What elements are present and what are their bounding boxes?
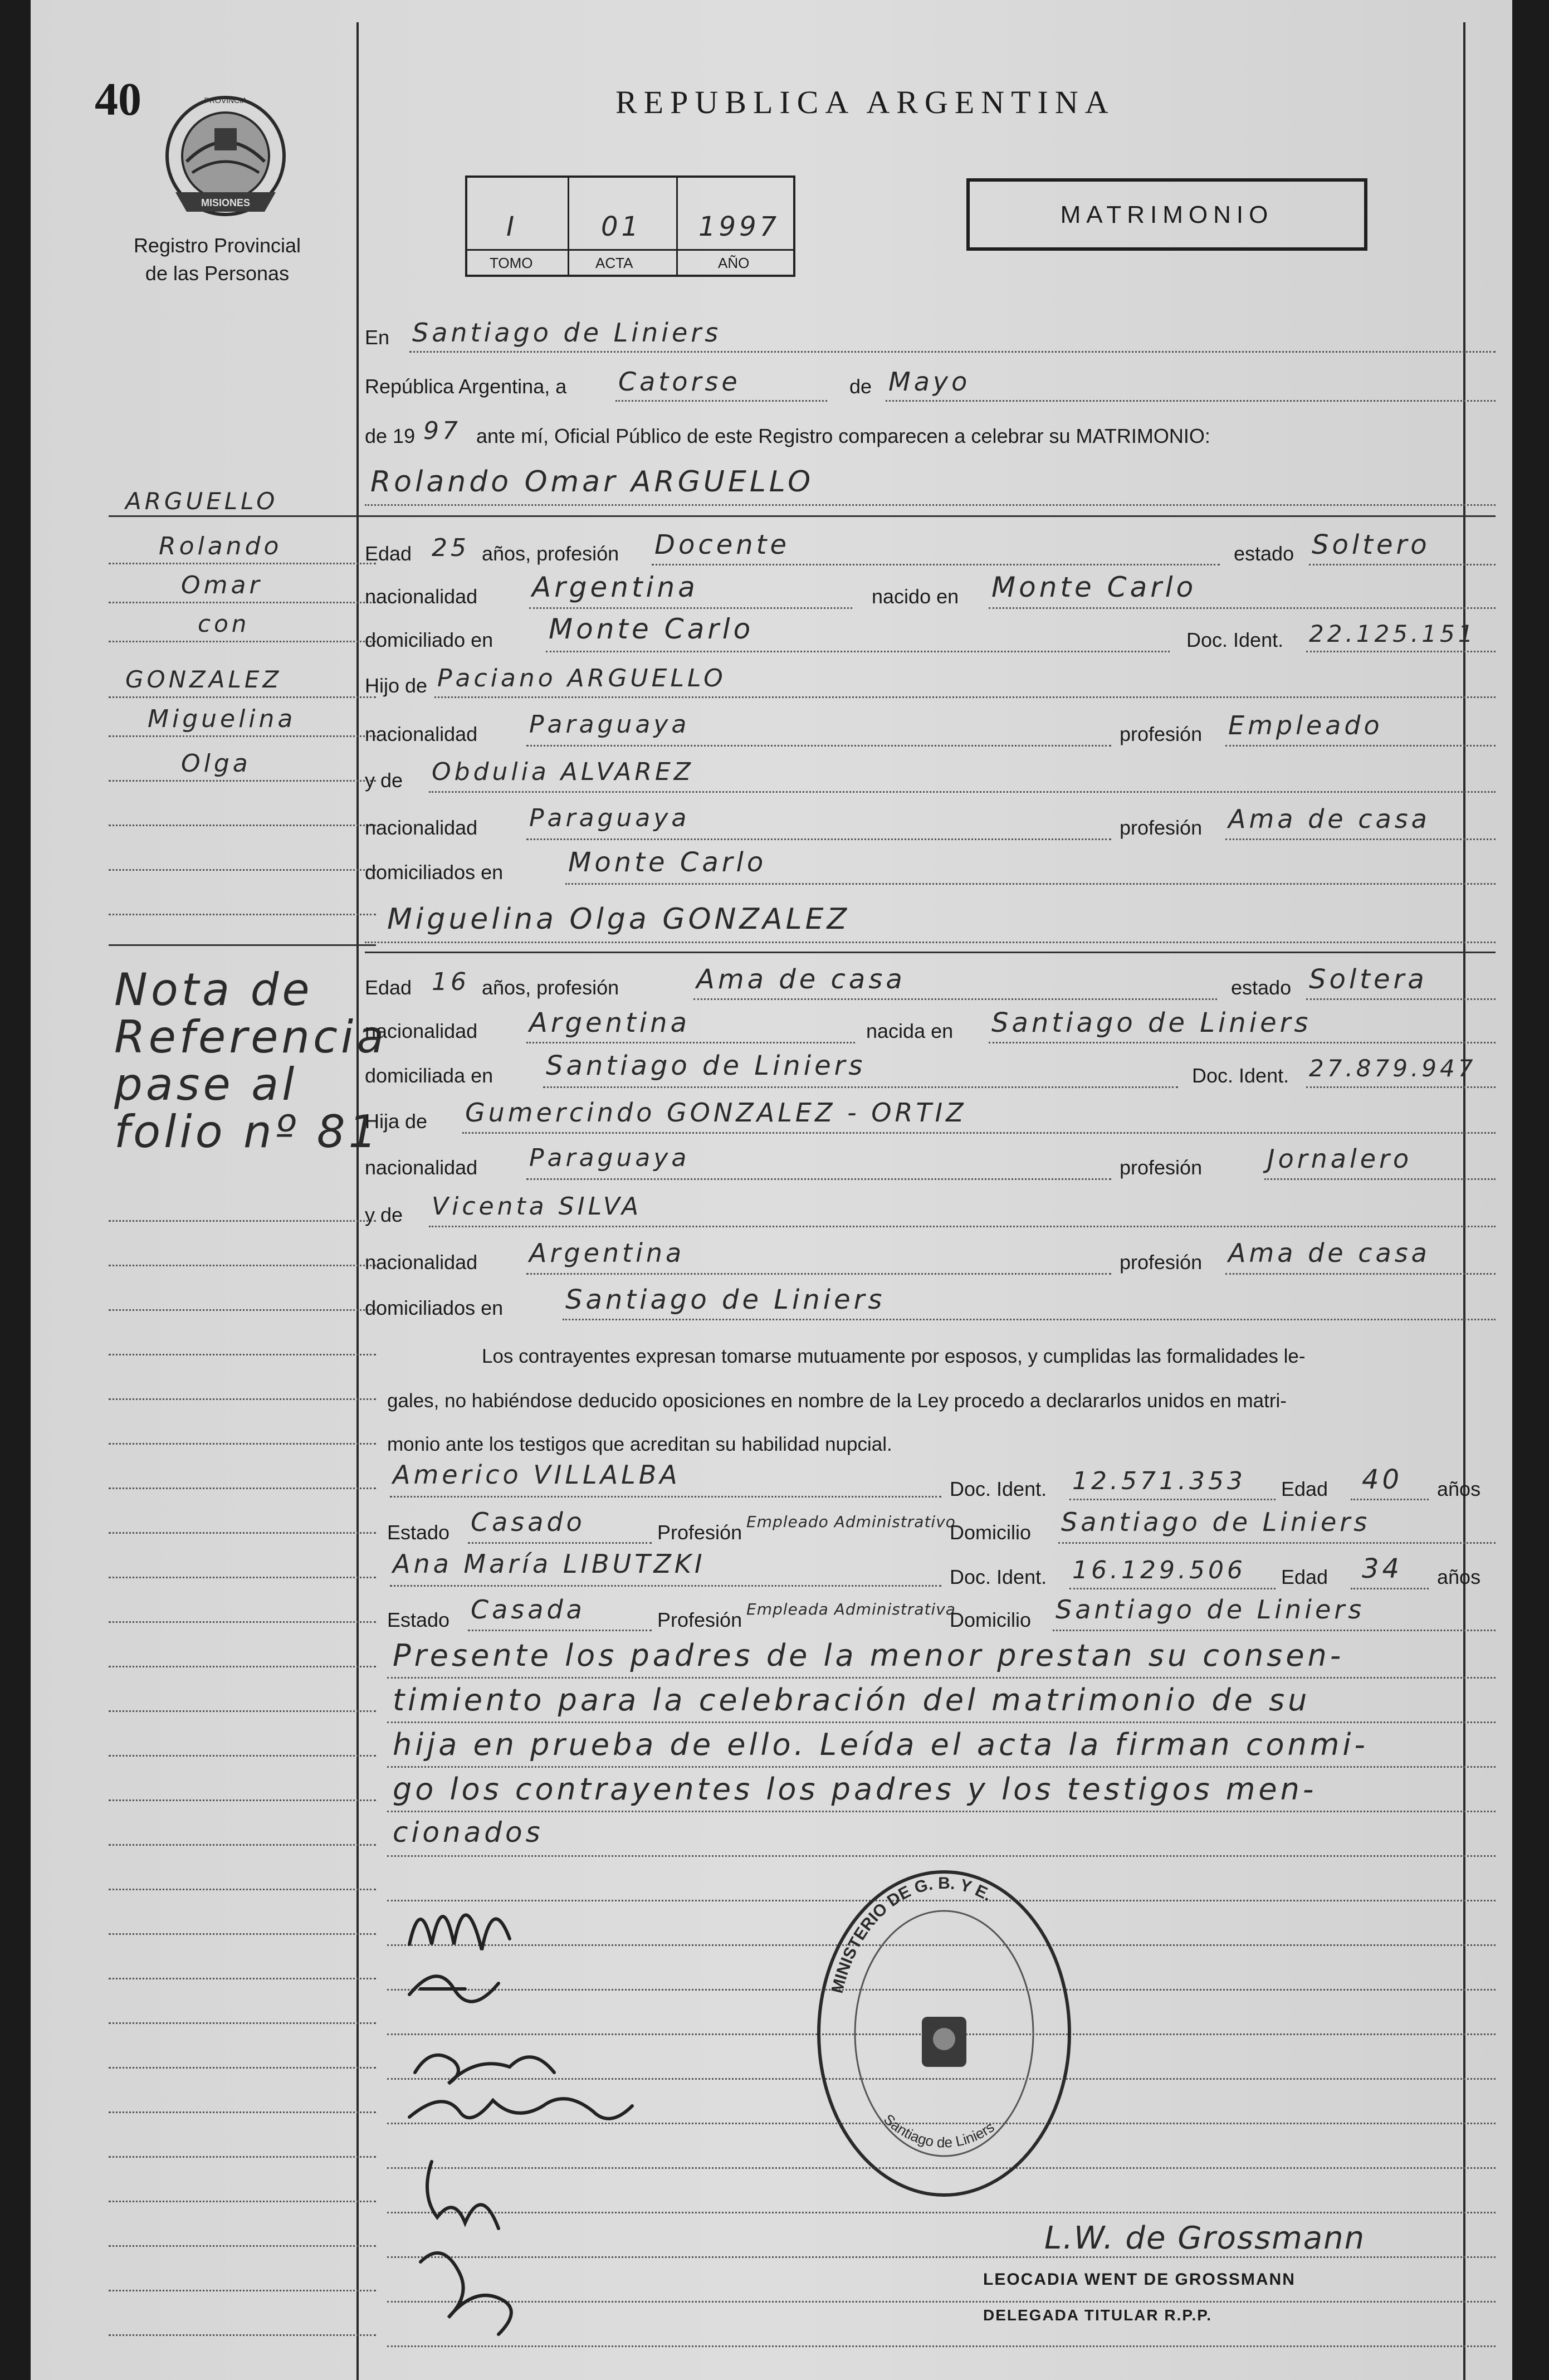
intro-place: Santiago de Liniers bbox=[412, 318, 722, 348]
official-seal-bottom-text: Santiago de Liniers bbox=[880, 2110, 998, 2151]
official-stamp-line1: LEOCADIA WENT DE GROSSMANN bbox=[983, 2270, 1296, 2289]
intro-republic-label: República Argentina, a bbox=[365, 375, 567, 398]
witness2-name: Ana María LIBUTZKI bbox=[393, 1549, 706, 1579]
margin-surname-bride: GONZALEZ bbox=[125, 666, 282, 693]
official-seal-stamp bbox=[805, 1861, 1083, 2206]
groom-mother-prof-label: profesión bbox=[1120, 816, 1203, 839]
witness1-domicile: Santiago de Liniers bbox=[1061, 1507, 1371, 1537]
official-seal-top-text: MINISTERIO DE G. B. Y E. bbox=[828, 1874, 995, 1996]
bride-estado-label: estado bbox=[1231, 976, 1292, 999]
witness2-dom-label: Domicilio bbox=[950, 1608, 1032, 1631]
groom-profession: Docente bbox=[654, 529, 790, 560]
bride-birthplace: Santiago de Liniers bbox=[991, 1007, 1312, 1038]
witness2-anos-label: años bbox=[1437, 1565, 1481, 1588]
margin-name-miguelina: Miguelina bbox=[148, 705, 296, 733]
declaration-line2: gales, no habiéndose deducido oposiciones en nombre de la Ley procedo a declararlos unidos en matri- bbox=[387, 1390, 1287, 1412]
margin-divider bbox=[356, 22, 359, 2380]
signature-bride bbox=[409, 1976, 499, 2001]
witness1-prof-label: Profesión bbox=[657, 1521, 742, 1544]
margin-name-rolando: Rolando bbox=[159, 532, 282, 560]
witness1-estado-label: Estado bbox=[387, 1521, 450, 1544]
groom-anos-profesion-label: años, profesión bbox=[482, 542, 619, 565]
groom-father-nat-label: nacionalidad bbox=[365, 723, 478, 745]
intro-day: Catorse bbox=[618, 367, 741, 397]
witness2-domicile: Santiago de Liniers bbox=[1056, 1594, 1365, 1625]
signature-parent1 bbox=[415, 2055, 554, 2084]
right-border bbox=[1463, 22, 1465, 2380]
seal-top-text: PROVINCIA bbox=[204, 96, 247, 105]
declaration-line3: monio ante los testigos que acreditan su habilidad nupcial. bbox=[387, 1433, 892, 1455]
groom-name: Rolando Omar ARGUELLO bbox=[370, 465, 814, 499]
intro-de-label: de bbox=[849, 375, 872, 398]
groom-edad-label: Edad bbox=[365, 542, 412, 565]
groom-parents-dom-label: domiciliados en bbox=[365, 861, 504, 884]
acta-label: ACTA bbox=[595, 255, 633, 271]
bride-father-prof-label: profesión bbox=[1120, 1156, 1203, 1179]
bride-nacida-label: nacida en bbox=[866, 1020, 954, 1042]
margin-surname-groom: ARGUELLO bbox=[125, 487, 278, 515]
witness1-edad-label: Edad bbox=[1281, 1477, 1328, 1500]
groom-parents-domicile: Monte Carlo bbox=[568, 847, 767, 878]
notes-line2: timiento para la celebración del matrimonio de su bbox=[393, 1682, 1311, 1718]
margin-note-line3: pase al bbox=[114, 1059, 298, 1110]
tomo-value: I bbox=[506, 211, 518, 242]
witness2-status: Casada bbox=[471, 1594, 585, 1625]
bride-edad-label: Edad bbox=[365, 976, 412, 999]
witness2-age: 34 bbox=[1362, 1553, 1403, 1584]
groom-status: Soltero bbox=[1312, 529, 1430, 560]
signatures-group bbox=[387, 1861, 721, 2362]
margin-note-line4: folio nº 81 bbox=[114, 1106, 380, 1158]
bride-doc: 27.879.947 bbox=[1309, 1055, 1477, 1082]
seal-crest-icon bbox=[922, 2017, 966, 2067]
record-type-box bbox=[966, 178, 1367, 251]
record-number-box bbox=[465, 175, 795, 277]
groom-father-profession: Empleado bbox=[1228, 710, 1383, 740]
intro-month: Mayo bbox=[888, 367, 971, 397]
bride-hija-label: Hija de bbox=[365, 1110, 428, 1133]
groom-mother: Obdulia ALVAREZ bbox=[432, 758, 694, 786]
seal-bottom-text: MISIONES bbox=[201, 197, 251, 208]
bride-yde-label: y de bbox=[365, 1203, 403, 1226]
signature-groom bbox=[409, 1915, 510, 1950]
groom-nationality: Argentina bbox=[532, 571, 698, 603]
bride-dom-label: domiciliada en bbox=[365, 1064, 493, 1087]
ano-value: 1997 bbox=[698, 211, 780, 242]
witness2-profession: Empleada Administrativa bbox=[746, 1600, 956, 1618]
witness1-age: 40 bbox=[1362, 1464, 1403, 1495]
intro-statement: ante mí, Oficial Público de este Registro comparecen a celebrar su MATRIMONIO: bbox=[476, 425, 1210, 447]
official-signature: L.W. de Grossmann bbox=[1044, 2220, 1366, 2256]
margin-con: con bbox=[198, 610, 250, 637]
record-type: MATRIMONIO bbox=[1060, 201, 1274, 228]
bride-parents-dom-label: domiciliados en bbox=[365, 1296, 504, 1319]
witness1-status: Casado bbox=[471, 1507, 585, 1537]
margin-note-line1: Nota de bbox=[114, 964, 313, 1016]
groom-mother-nationality: Paraguaya bbox=[529, 804, 690, 832]
bride-father-nationality: Paraguaya bbox=[529, 1144, 690, 1172]
bride-father-profession: Jornalero bbox=[1267, 1144, 1413, 1174]
document-page bbox=[31, 0, 1512, 2380]
bride-mother-prof-label: profesión bbox=[1120, 1251, 1203, 1274]
groom-hijo-label: Hijo de bbox=[365, 674, 428, 697]
groom-father-prof-label: profesión bbox=[1120, 723, 1203, 745]
provincial-seal-emblem bbox=[159, 89, 292, 223]
witness1-doc: 12.571.353 bbox=[1072, 1467, 1246, 1495]
witness2-prof-label: Profesión bbox=[657, 1608, 742, 1631]
signature-witness1 bbox=[427, 2162, 499, 2228]
witness2-edad-label: Edad bbox=[1281, 1565, 1328, 1588]
margin-note-line2: Referencia bbox=[114, 1011, 388, 1063]
groom-estado-label: estado bbox=[1234, 542, 1294, 565]
bride-domicile: Santiago de Liniers bbox=[546, 1050, 866, 1081]
witness2-doc: 16.129.506 bbox=[1072, 1556, 1246, 1584]
bride-mother-nationality: Argentina bbox=[529, 1238, 685, 1268]
bride-nat-label: nacionalidad bbox=[365, 1020, 478, 1042]
bride-mother-nat-label: nacionalidad bbox=[365, 1251, 478, 1274]
svg-text:MINISTERIO DE G. B. Y E. bbox=[828, 1874, 995, 1995]
intro-year: 97 bbox=[423, 417, 461, 445]
bride-nationality: Argentina bbox=[529, 1007, 690, 1038]
bride-profession: Ama de casa bbox=[696, 964, 906, 995]
witness1-name: Americo VILLALBA bbox=[393, 1460, 681, 1490]
svg-text:Santiago de Liniers bbox=[881, 2111, 998, 2151]
witness1-doc-label: Doc. Ident. bbox=[950, 1477, 1047, 1500]
groom-dom-label: domiciliado en bbox=[365, 628, 493, 651]
bride-name: Miguelina Olga GONZALEZ bbox=[387, 903, 851, 936]
bride-mother-profession: Ama de casa bbox=[1228, 1238, 1430, 1268]
groom-father: Paciano ARGUELLO bbox=[437, 664, 726, 692]
groom-mother-profession: Ama de casa bbox=[1228, 804, 1430, 834]
notes-line5: cionados bbox=[393, 1816, 544, 1849]
official-stamp-line2: DELEGADA TITULAR R.P.P. bbox=[983, 2306, 1213, 2324]
declaration-line1: Los contrayentes expresan tomarse mutuamente por esposos, y cumplidas las formalidades le- bbox=[482, 1345, 1306, 1367]
notes-line1: Presente los padres de la menor prestan su consen- bbox=[393, 1638, 1345, 1673]
signature-parent2 bbox=[409, 2099, 632, 2119]
intro-year-prefix: de 19 bbox=[365, 425, 416, 447]
tomo-label: TOMO bbox=[490, 255, 533, 271]
notes-line3: hija en prueba de ello. Leída el acta la firman conmi- bbox=[393, 1727, 1369, 1762]
bride-mother: Vicenta SILVA bbox=[432, 1192, 642, 1221]
bride-anos-profesion-label: años, profesión bbox=[482, 976, 619, 999]
witness2-doc-label: Doc. Ident. bbox=[950, 1565, 1047, 1588]
groom-nacido-label: nacido en bbox=[872, 585, 959, 608]
groom-nat-label: nacionalidad bbox=[365, 585, 478, 608]
signature-witness2 bbox=[421, 2253, 511, 2334]
registry-line1: Registro Provincial bbox=[133, 234, 301, 257]
ano-label: AÑO bbox=[718, 255, 750, 271]
groom-yde-label: y de bbox=[365, 769, 403, 792]
notes-line4: go los contrayentes los padres y los testigos men- bbox=[393, 1772, 1317, 1807]
witness2-estado-label: Estado bbox=[387, 1608, 450, 1631]
witness1-profession: Empleado Administrativo bbox=[746, 1513, 956, 1531]
bride-father: Gumercindo GONZALEZ - ORTIZ bbox=[465, 1098, 967, 1128]
margin-name-omar: Omar bbox=[181, 571, 263, 599]
margin-name-olga: Olga bbox=[181, 749, 251, 778]
groom-birthplace: Monte Carlo bbox=[991, 571, 1197, 603]
registry-line2: de las Personas bbox=[145, 262, 290, 285]
bride-doc-label: Doc. Ident. bbox=[1192, 1064, 1289, 1087]
groom-domicile: Monte Carlo bbox=[549, 613, 754, 645]
witness1-anos-label: años bbox=[1437, 1477, 1481, 1500]
bride-father-nat-label: nacionalidad bbox=[365, 1156, 478, 1179]
page-number: 40 bbox=[95, 74, 141, 125]
bride-status: Soltera bbox=[1309, 964, 1428, 995]
groom-father-nationality: Paraguaya bbox=[529, 710, 690, 739]
groom-doc: 22.125.151 bbox=[1309, 620, 1477, 647]
groom-mother-nat-label: nacionalidad bbox=[365, 816, 478, 839]
bride-age: 16 bbox=[432, 968, 470, 996]
country-title: REPUBLICA ARGENTINA bbox=[615, 84, 1115, 120]
groom-doc-label: Doc. Ident. bbox=[1186, 628, 1284, 651]
groom-age: 25 bbox=[432, 534, 470, 562]
acta-value: 01 bbox=[601, 211, 642, 242]
bride-parents-domicile: Santiago de Liniers bbox=[565, 1284, 886, 1315]
witness1-dom-label: Domicilio bbox=[950, 1521, 1032, 1544]
intro-en-label: En bbox=[365, 326, 390, 349]
